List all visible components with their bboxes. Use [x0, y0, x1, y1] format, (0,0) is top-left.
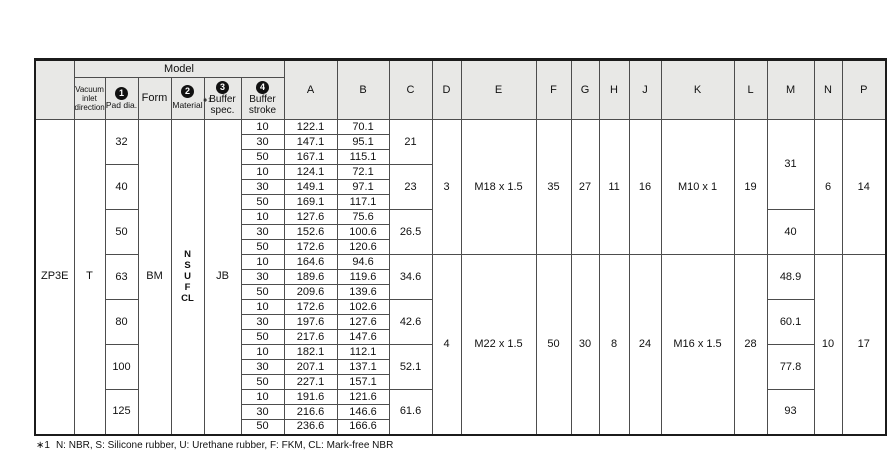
stroke-cell: 10 [241, 210, 284, 225]
column-header-D: D [432, 60, 461, 120]
cell-B: 102.6 [337, 300, 389, 315]
buffer-spec-cell: JB [204, 120, 241, 435]
stroke-cell: 10 [241, 345, 284, 360]
stroke-cell: 30 [241, 405, 284, 420]
cell-B: 120.6 [337, 240, 389, 255]
cell-C: 34.6 [389, 255, 432, 300]
stroke-cell: 50 [241, 420, 284, 435]
cell-B: 121.6 [337, 390, 389, 405]
cell-M: 77.8 [767, 345, 814, 390]
cell-A: 227.1 [284, 375, 337, 390]
vacuum-inlet-label-line1: Vacuum [75, 85, 104, 94]
cell-A: 147.1 [284, 135, 337, 150]
material-line: U [184, 271, 191, 283]
cell-A: 149.1 [284, 180, 337, 195]
circled-3-icon: 3 [216, 81, 229, 94]
cell-G: 27 [571, 120, 599, 255]
cell-A: 169.1 [284, 195, 337, 210]
pad-dia-cell: 63 [105, 255, 138, 300]
cell-B: 112.1 [337, 345, 389, 360]
material-line: S [184, 260, 191, 272]
column-header-L: L [734, 60, 767, 120]
cell-A: 172.6 [284, 300, 337, 315]
cell-A: 216.6 [284, 405, 337, 420]
stroke-cell: 50 [241, 285, 284, 300]
spec-table-body [35, 120, 886, 435]
pad-dia-label: Pad dia. [105, 99, 138, 110]
cell-A: 124.1 [284, 165, 337, 180]
cell-C: 61.6 [389, 390, 432, 435]
cell-A: 152.6 [284, 225, 337, 240]
cell-A: 189.6 [284, 270, 337, 285]
stroke-cell: 50 [241, 375, 284, 390]
buffer-spec-label-line2: spec. [210, 104, 235, 116]
cell-E: M18 x 1.5 [461, 120, 536, 255]
material-line: CL [181, 293, 194, 305]
cell-F: 50 [536, 255, 571, 435]
cell-B: 100.6 [337, 225, 389, 240]
model-header-cell: Model [74, 60, 284, 78]
circled-1-icon: 1 [115, 87, 128, 100]
cell-B: 166.6 [337, 420, 389, 435]
cell-A: 127.6 [284, 210, 337, 225]
material-cell [171, 120, 204, 435]
circled-2-icon: 2 [181, 85, 194, 98]
cell-C: 52.1 [389, 345, 432, 390]
cell-H: 11 [599, 120, 629, 255]
cell-B: 115.1 [337, 150, 389, 165]
material-line: F [184, 282, 191, 294]
cell-P: 17 [842, 255, 886, 435]
cell-C: 42.6 [389, 300, 432, 345]
cell-B: 117.1 [337, 195, 389, 210]
pad-dia-header [105, 78, 138, 120]
buffer-stroke-label-line1: Buffer [249, 94, 276, 105]
column-header-K: K [661, 60, 734, 120]
stroke-cell: 50 [241, 150, 284, 165]
cell-B: 127.6 [337, 315, 389, 330]
stroke-cell: 50 [241, 195, 284, 210]
cell-G: 30 [571, 255, 599, 435]
stroke-cell: 10 [241, 165, 284, 180]
column-header-C: C [389, 60, 432, 120]
cell-C: 23 [389, 165, 432, 210]
cell-B: 137.1 [337, 360, 389, 375]
cell-B: 119.6 [337, 270, 389, 285]
column-header-H: H [599, 60, 629, 120]
cell-A: 167.1 [284, 150, 337, 165]
cell-B: 147.6 [337, 330, 389, 345]
cell-B: 146.6 [337, 405, 389, 420]
vacuum-inlet-label-line3: direction [74, 103, 105, 112]
column-header-N: N [814, 60, 842, 120]
column-header-P: P [842, 60, 886, 120]
stroke-cell: 10 [241, 390, 284, 405]
dimension-table [34, 58, 887, 436]
material-line: N [184, 249, 191, 261]
cell-B: 72.1 [337, 165, 389, 180]
vacuum-inlet-label-line2: inlet [82, 94, 97, 103]
cell-B: 70.1 [337, 120, 389, 135]
model-cell: ZP3E [35, 120, 74, 435]
column-header-M: M [767, 60, 814, 120]
cell-H: 8 [599, 255, 629, 435]
cell-A: 236.6 [284, 420, 337, 435]
pad-dia-cell: 40 [105, 165, 138, 210]
cell-M: 93 [767, 390, 814, 435]
cell-D: 4 [432, 255, 461, 435]
cell-B: 97.1 [337, 180, 389, 195]
cell-M: 31 [767, 120, 814, 210]
column-header-F: F [536, 60, 571, 120]
pad-dia-cell: 50 [105, 210, 138, 255]
stroke-cell: 30 [241, 180, 284, 195]
cell-N: 10 [814, 255, 842, 435]
form-cell: BM [138, 120, 171, 435]
cell-B: 75.6 [337, 210, 389, 225]
cell-N: 6 [814, 120, 842, 255]
table-row [35, 120, 886, 135]
footnote-text: N: NBR, S: Silicone rubber, U: Urethane rubber, F: FKM, CL: Mark-free NBR [55, 440, 394, 451]
pad-dia-cell: 125 [105, 390, 138, 435]
footnote [36, 440, 393, 452]
cell-B: 95.1 [337, 135, 389, 150]
pad-dia-cell: 80 [105, 300, 138, 345]
column-header-J: J [629, 60, 661, 120]
cell-B: 94.6 [337, 255, 389, 270]
model-header-row [35, 60, 886, 78]
cell-B: 157.1 [337, 375, 389, 390]
cell-K: M10 x 1 [661, 120, 734, 255]
vacuum-inlet-cell: T [74, 120, 105, 435]
stroke-cell: 30 [241, 315, 284, 330]
cell-D: 3 [432, 120, 461, 255]
cell-B: 139.6 [337, 285, 389, 300]
column-header-B: B [337, 60, 389, 120]
pad-dia-cell: 32 [105, 120, 138, 165]
cell-M: 40 [767, 210, 814, 255]
stroke-cell: 30 [241, 360, 284, 375]
column-header-G: G [571, 60, 599, 120]
table-header [35, 60, 886, 120]
material-footnote-ref: ∗1 [202, 97, 212, 104]
cell-E: M22 x 1.5 [461, 255, 536, 435]
pad-dia-cell: 100 [105, 345, 138, 390]
cell-A: 172.6 [284, 240, 337, 255]
corner-blank-cell [35, 60, 74, 120]
cell-A: 164.6 [284, 255, 337, 270]
stroke-cell: 10 [241, 120, 284, 135]
cell-A: 217.6 [284, 330, 337, 345]
cell-C: 21 [389, 120, 432, 165]
stroke-cell: 10 [241, 255, 284, 270]
buffer-spec-label-line1: Buffer [209, 94, 236, 105]
cell-M: 60.1 [767, 300, 814, 345]
cell-M: 48.9 [767, 255, 814, 300]
cell-P: 14 [842, 120, 886, 255]
cell-J: 16 [629, 120, 661, 255]
cell-A: 197.6 [284, 315, 337, 330]
stroke-cell: 30 [241, 270, 284, 285]
cell-A: 207.1 [284, 360, 337, 375]
cell-L: 19 [734, 120, 767, 255]
cell-C: 26.5 [389, 210, 432, 255]
cell-J: 24 [629, 255, 661, 435]
stroke-cell: 30 [241, 135, 284, 150]
cell-A: 122.1 [284, 120, 337, 135]
form-label: Form [141, 92, 168, 104]
stroke-cell: 30 [241, 225, 284, 240]
cell-A: 191.6 [284, 390, 337, 405]
column-header-E: E [461, 60, 536, 120]
buffer-stroke-header [241, 78, 284, 120]
cell-F: 35 [536, 120, 571, 255]
circled-4-icon: 4 [256, 81, 269, 94]
buffer-stroke-label-line2: stroke [248, 104, 277, 116]
cell-A: 182.1 [284, 345, 337, 360]
form-header [138, 78, 171, 120]
vacuum-inlet-header [74, 78, 105, 120]
footnote-marker: ∗1 [36, 440, 50, 451]
cell-L: 28 [734, 255, 767, 435]
stroke-cell: 50 [241, 240, 284, 255]
stroke-cell: 10 [241, 300, 284, 315]
cell-K: M16 x 1.5 [661, 255, 734, 435]
column-header-A: A [284, 60, 337, 120]
stroke-cell: 50 [241, 330, 284, 345]
material-label: Material ∗1 [172, 97, 212, 110]
cell-A: 209.6 [284, 285, 337, 300]
material-header [171, 78, 212, 120]
